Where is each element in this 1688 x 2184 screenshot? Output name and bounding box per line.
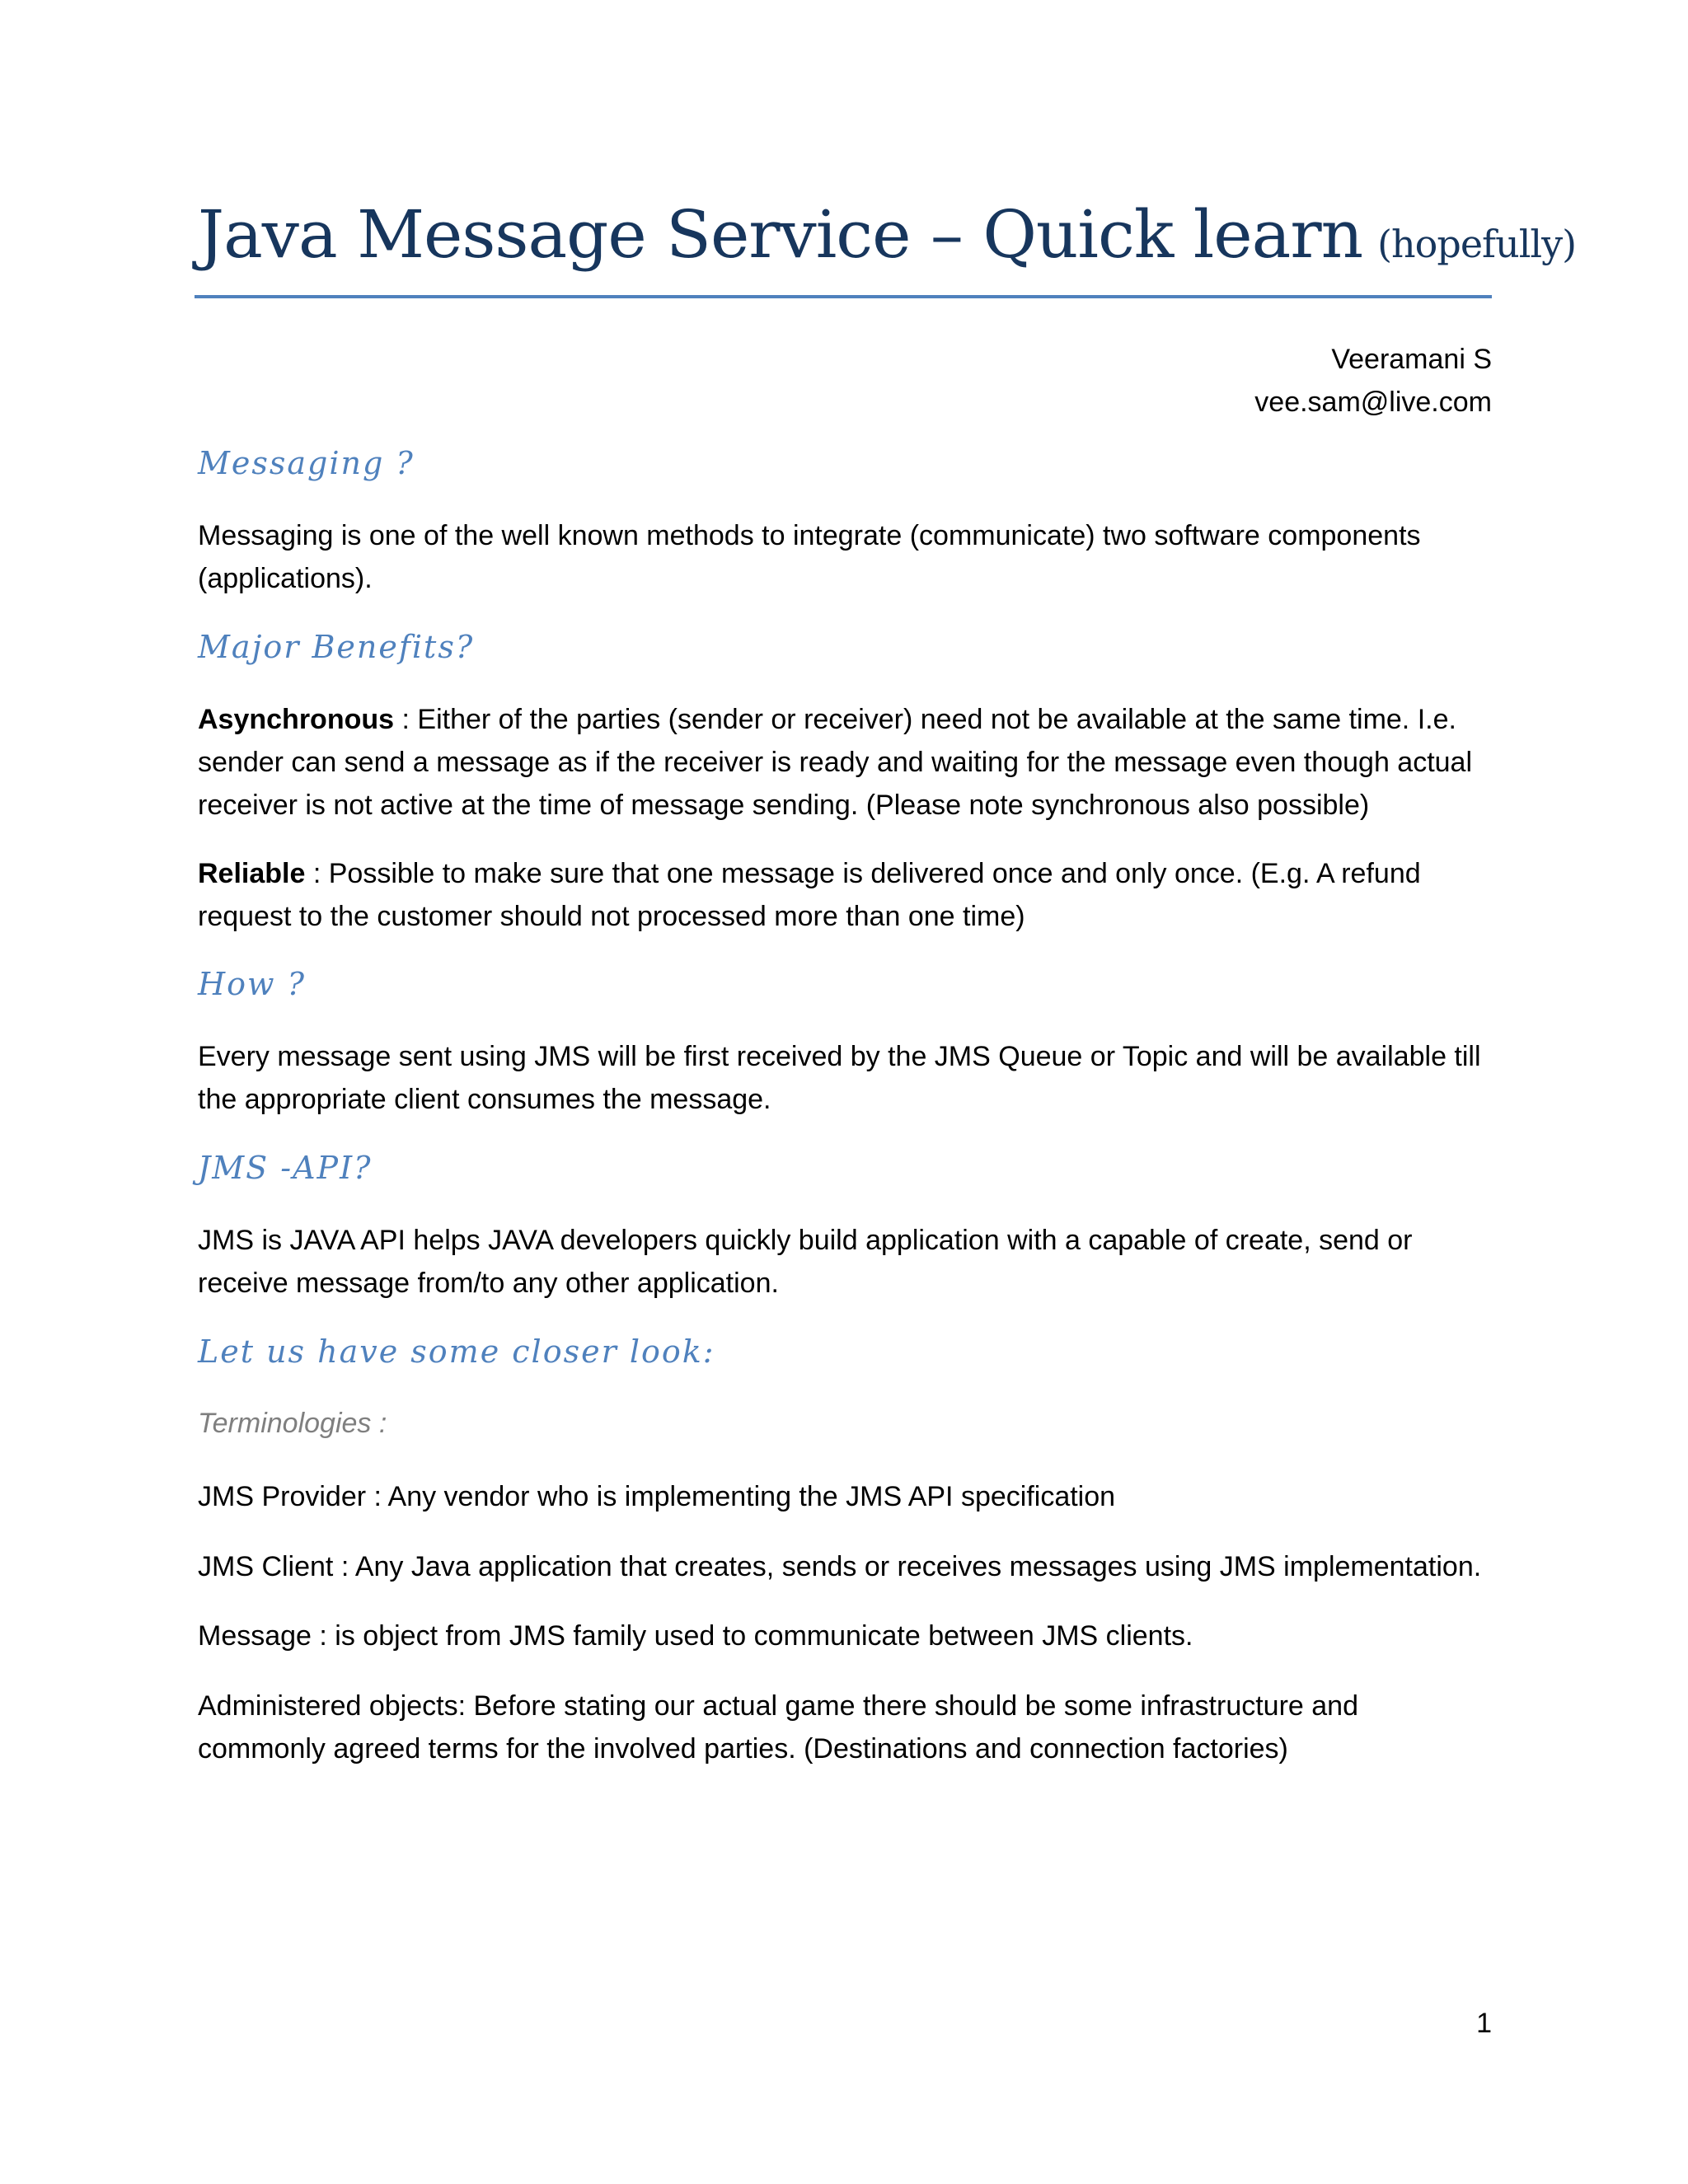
para-jms-provider: JMS Provider : Any vendor who is implementing the JMS API specification [198,1481,1116,1512]
subheading-terminologies: Terminologies : [198,1408,387,1439]
title-block [195,188,1577,298]
asynchronous-label: Asynchronous [198,704,395,735]
heading-how: How ? [198,966,306,1002]
author-email: vee.sam@live.com [1254,387,1492,418]
para-asynchronous [198,698,1484,827]
heading-jms-api: JMS -API? [198,1150,373,1186]
page-number: 1 [1476,2008,1492,2039]
title-subtitle: (hopefully) [1377,222,1577,266]
reliable-label: Reliable [198,858,306,889]
reliable-text: : Possible to make sure that one message is delivered once and only once. (E.g. A refund request to the customer should not processed more than one time) [198,858,1421,932]
title-main-text: Java Message Service – Quick learn [198,196,1363,273]
para-reliable [198,852,1484,938]
para-jms-client: JMS Client : Any Java application that creates, sends or receives messages using JMS implementation. [198,1551,1482,1582]
author-block [1254,338,1492,424]
para-jms-api: JMS is JAVA API helps JAVA developers quickly build application with a capable of create, send or receive message from/to any other application. [198,1225,1413,1299]
asynchronous-text: : Either of the parties (sender or receiver) need not be available at the same time. I.e. sender can send a message as if the receiver is ready and waiting for the message even though actual receiver is not active at the time of message sending. (Please note synchronous also possible) [198,704,1473,821]
para-administered-objects: Administered objects: Before stating our actual game there should be some infrastructure and commonly agreed terms for the involved parties. (Destinations and connection factories) [198,1690,1358,1765]
author-name: Veeramani S [1331,344,1492,375]
document-title [198,196,1576,273]
heading-benefits: Major Benefits? [198,629,475,665]
heading-closer-look: Let us have some closer look: [198,1333,715,1370]
para-how: Every message sent using JMS will be first received by the JMS Queue or Topic and will be available till the appropriate client consumes the message. [198,1041,1481,1115]
heading-messaging: Messaging ? [198,445,415,481]
para-message: Message : is object from JMS family used to communicate between JMS clients. [198,1620,1193,1652]
para-messaging: Messaging is one of the well known methods to integrate (communicate) two software components (applications). [198,520,1421,594]
